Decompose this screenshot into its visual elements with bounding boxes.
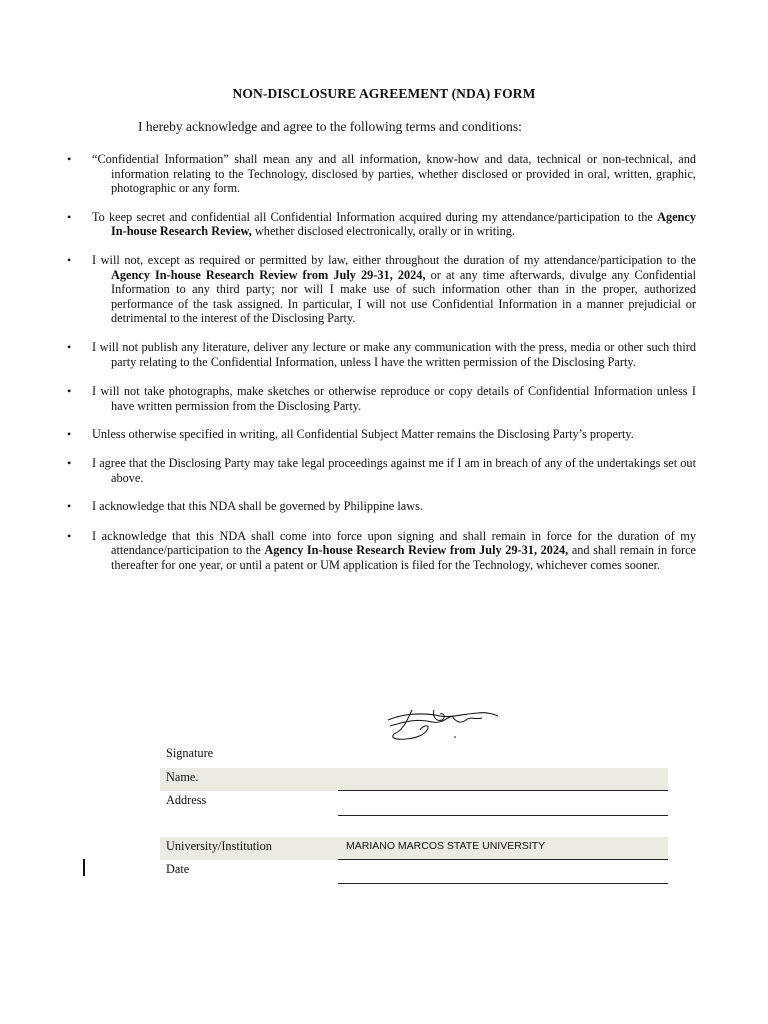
address-row [160,791,668,814]
intro-text: I hereby acknowledge and agree to the following terms and conditions: [138,119,522,134]
address-line-2 [160,816,668,839]
clause-text: I acknowledge that this NDA shall come into force upon signing and shall remain in force for the duration of my attendance/participation to the [92,528,696,558]
signature-row [160,744,668,767]
clause-term [67,528,697,573]
bullet-icon: • [67,427,72,442]
clause-no-disclosure [67,252,697,326]
clause-governing-law [67,499,696,514]
date-row [160,860,668,883]
clause-bold-text: Agency In-house Research Review from July 29-31, 2024, [264,543,569,558]
clause-bold-text: Agency In-house Research Review from July 29-31, 2024, [111,267,426,282]
institution-value: MARIANO MARCOS STATE UNIVERSITY [346,840,546,852]
clause-property [67,427,696,442]
bullet-icon: • [67,209,72,224]
clause-text: I acknowledge that this NDA shall be governed by Philippine laws. [92,499,423,514]
name-row [160,768,668,791]
clause-text: I agree that the Disclosing Party may take legal proceedings against me if I am in breach of any of the undertakings set out above. [92,455,696,485]
clause-text: To keep secret and confidential all Confidential Information acquired during my attendance/participation to the [92,209,658,224]
clause-keep-secret [67,209,696,239]
address-label: Address [166,793,207,807]
clause-text-end: whether disclosed electronically, orally or in writing. [251,224,516,239]
clause-text: I will not take photographs, make sketches or otherwise reproduce or copy details of Confidential Information unless I have written permission from the Disclosing Party. [92,384,696,413]
clause-text-end: or at any time afterwards, divulge any Confidential Information to any third party; nor will I make use of such information other than in the proper, authorized performance of the task assigned. In particular, I will not use Confidential Information in a manner prejudicial or detrimental to the interest of the Disclosing Party. [111,267,697,326]
signature-image [382,704,504,744]
institution-row [160,837,668,860]
clause-text: I will not publish any literature, deliver any lecture or make any communication with the press, media or other such third party relating to the Confidential Information, unless I have the written permission of the Disclosing Party. [92,339,696,369]
bullet-icon: • [67,384,72,399]
clause-no-publishing [67,339,696,369]
clause-bold-text: Agency In-house Research Review, [111,209,696,239]
bullet-icon: • [67,152,72,166]
clause-no-photographs [67,384,696,413]
institution-label: University/Institution [166,839,272,853]
clause-text: Unless otherwise specified in writing, all Confidential Subject Matter remains the Disclosing Party’s property. [92,427,634,442]
clause-text: “Confidential Information” shall mean any and all information, know-how and data, technical or non-technical, and information relating to the Technology, disclosed by parties, whether disclosed or provided in oral, written, graphic, photographic or any form. [92,152,696,196]
name-field[interactable] [338,768,668,791]
address-field[interactable] [338,793,668,816]
clause-legal-proceedings [67,455,696,485]
document-title: NON-DISCLOSURE AGREEMENT (NDA) FORM [232,86,536,101]
bullet-icon: • [67,455,72,470]
bullet-icon: • [67,252,72,267]
address-field-line-2[interactable] [338,816,668,839]
name-label: Name. [166,770,199,784]
text-cursor-mark [83,859,85,876]
signature-label: Signature [166,746,214,760]
institution-field[interactable] [338,837,668,860]
date-field[interactable] [338,861,668,884]
bullet-icon: • [67,528,72,543]
date-label: Date [166,862,190,876]
clause-confidential-information [67,152,696,196]
terms-list [67,152,697,572]
bullet-icon: • [67,499,72,514]
bullet-icon: • [67,339,72,354]
clause-text: I will not, except as required or permitted by law, either throughout the duration of my attendance/participation to the [92,252,696,267]
clause-text-end: and shall remain in force thereafter for one year, or until a patent or UM application is filed for the Technology, whichever comes sooner. [111,543,697,572]
